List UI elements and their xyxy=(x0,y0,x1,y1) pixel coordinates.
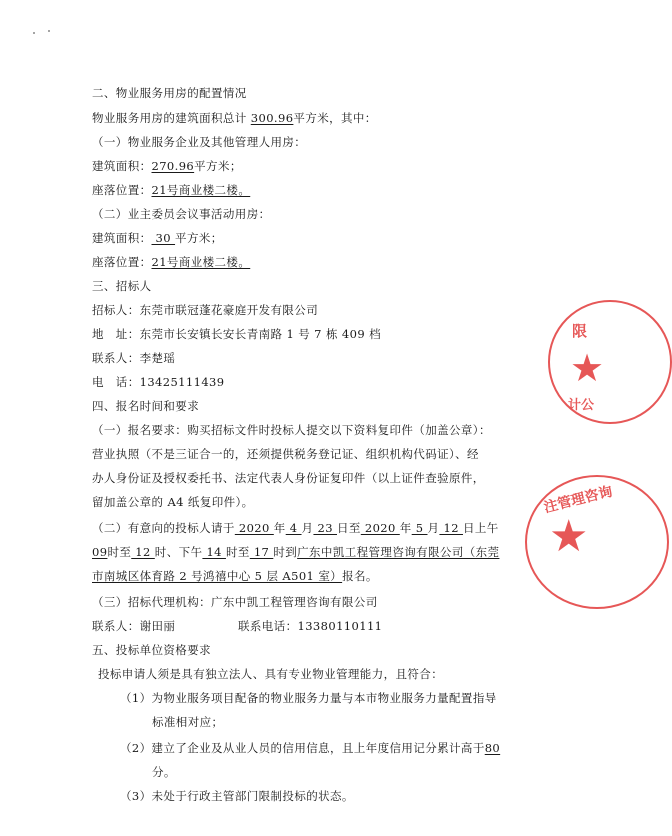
start-month: 4 xyxy=(285,521,302,535)
start-day: 23 xyxy=(313,521,337,535)
scan-speck xyxy=(48,30,50,32)
hour-to-label: 时至 xyxy=(225,545,250,559)
month-label: 月 xyxy=(427,521,440,535)
qualification-3: （3）未处于行政主管部门限制投标的状态。 xyxy=(120,789,354,803)
seal-text-bottom: 计公 xyxy=(568,398,595,413)
owners-loc-label: 座落位置： xyxy=(92,255,152,269)
signup-time-line-1 xyxy=(92,520,499,536)
mgmt-room-heading: （一）物业服务企业及其他管理人用房： xyxy=(92,135,307,149)
section-5-title: 五、投标单位资格要求 xyxy=(92,643,211,657)
qualification-intro: 投标申请人须是具有独立法人、具有专业物业管理能力，且符合： xyxy=(98,667,444,681)
year-label: 年 xyxy=(399,521,412,535)
hour-to-label: 时至 xyxy=(107,545,132,559)
qualification-2-line-2: 分。 xyxy=(152,765,176,779)
signup-time-line-2 xyxy=(92,544,499,560)
tenderer-address: 地 址：东莞市长安镇长安长青南路 1 号 7 栋 409 档 xyxy=(92,327,382,341)
year-label: 年 xyxy=(273,521,286,535)
owners-room-location xyxy=(92,254,250,270)
owners-area-label: 建筑面积： xyxy=(92,231,152,245)
mgmt-area-value: 270.96 xyxy=(151,159,195,173)
mgmt-loc-value: 21号商业楼二楼。 xyxy=(151,183,251,197)
day-to-label: 日至 xyxy=(336,521,361,535)
afternoon-end-hour: 17 xyxy=(249,545,274,559)
scan-speck xyxy=(33,32,35,34)
company-seal-stamp xyxy=(548,300,672,424)
section-2-title: 二、物业服务用房的配置情况 xyxy=(92,86,247,100)
mgmt-area-label: 建筑面积： xyxy=(92,159,152,173)
total-area-line xyxy=(92,110,377,126)
credit-score-value: 80 xyxy=(484,741,501,755)
agency-seal-text: 注管理咨询 xyxy=(542,483,615,517)
month-label: 月 xyxy=(301,521,314,535)
mgmt-loc-label: 座落位置： xyxy=(92,183,152,197)
at-label: 时到 xyxy=(273,545,298,559)
mgmt-room-location xyxy=(92,182,250,198)
afternoon-label: 时、下午 xyxy=(154,545,203,559)
section-3-title: 三、招标人 xyxy=(92,279,152,293)
owners-area-unit: 平方米； xyxy=(175,231,223,245)
signup-place: 广东中凯工程管理咨询有限公司（东莞 xyxy=(297,545,500,559)
tenderer-contact: 联系人：李楚瑶 xyxy=(92,351,176,365)
morning-start-hour: 09 xyxy=(92,545,108,559)
morning-end-hour: 12 xyxy=(131,545,155,559)
credit-requirement: （2）建立了企业及从业人员的信用信息，且上年度信用记分累计高于 xyxy=(120,741,485,755)
signup-requirement-line-4: 留加盖公章的 A4 纸复印件）。 xyxy=(92,495,254,509)
start-year: 2020 xyxy=(234,521,274,535)
qualification-1-line-1: （1）为物业服务项目配备的物业服务力量与本市物业服务力量配置指导 xyxy=(120,691,497,705)
qualification-2-line-1 xyxy=(120,740,500,756)
signup-time-line-3 xyxy=(92,568,378,584)
signup-requirement-line-2: 营业执照（不是三证合一的，还须提供税务登记证、组织机构代码证）、经 xyxy=(92,447,479,461)
signup-label: 报名。 xyxy=(342,569,378,583)
tenderer-name: 招标人：东莞市联冠蓬花豪庭开发有限公司 xyxy=(92,303,319,317)
section-4-title: 四、报名时间和要求 xyxy=(92,399,200,413)
end-day: 12 xyxy=(439,521,463,535)
owners-area-value: 30 xyxy=(151,231,176,245)
qualification-1-line-2: 标准相对应； xyxy=(152,715,224,729)
end-month: 5 xyxy=(411,521,428,535)
end-year: 2020 xyxy=(360,521,400,535)
seal-star-icon: ★ xyxy=(570,346,605,390)
mgmt-room-area xyxy=(92,158,242,174)
signup-requirement-line-3: 办人身份证及授权委托书、法定代表人身份证复印件（以上证件查验原件， xyxy=(92,471,485,485)
total-area-label: 物业服务用房的建筑面积总计 xyxy=(92,111,251,125)
agency-line: （三）招标代理机构：广东中凯工程管理咨询有限公司 xyxy=(92,595,378,609)
owners-room-area xyxy=(92,230,223,246)
afternoon-start-hour: 14 xyxy=(202,545,226,559)
seal-text-top: 限 xyxy=(572,322,588,340)
tenderer-phone: 电 话：13425111439 xyxy=(92,375,225,389)
total-area-value: 300.96 xyxy=(250,111,294,125)
agency-seal-star-icon: ★ xyxy=(549,511,589,562)
agency-seal-stamp xyxy=(525,475,669,609)
agency-phone: 联系电话：13380110111 xyxy=(238,619,383,633)
signup-time-intro: （二）有意向的投标人请于 xyxy=(92,521,235,535)
mgmt-area-unit: 平方米； xyxy=(194,159,242,173)
signup-requirement-line-1: （一）报名要求：购买招标文件时投标人提交以下资料复印件（加盖公章）： xyxy=(92,423,491,437)
owners-room-heading: （二）业主委员会议事活动用房： xyxy=(92,207,271,221)
agency-contact: 联系人：谢田丽 xyxy=(92,619,176,633)
day-morning-label: 日上午 xyxy=(462,521,499,535)
total-area-unit: 平方米，其中： xyxy=(293,111,377,125)
signup-place-address: 市南城区体育路 2 号鸿禧中心 5 层 A501 室） xyxy=(92,569,343,583)
owners-loc-value: 21号商业楼二楼。 xyxy=(151,255,251,269)
